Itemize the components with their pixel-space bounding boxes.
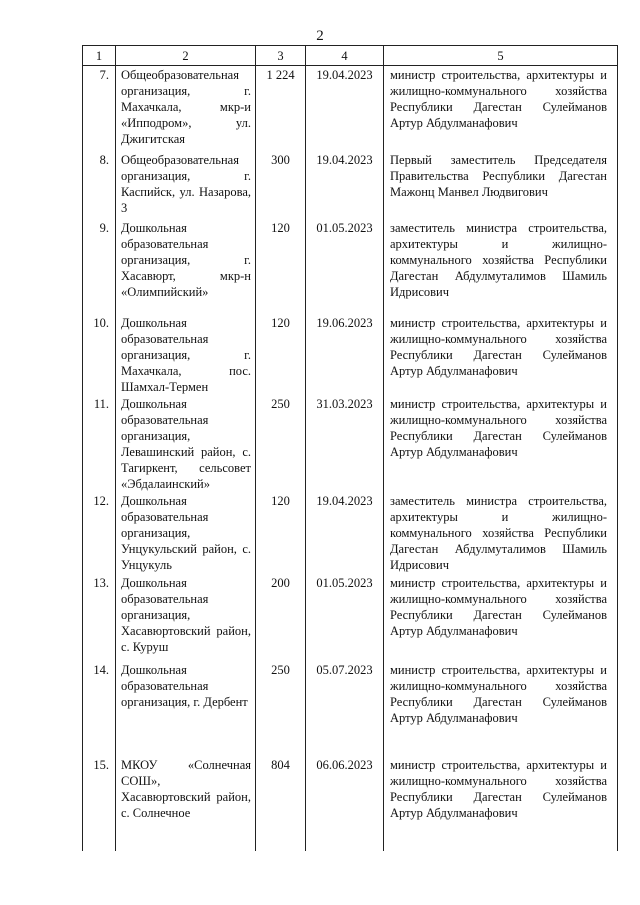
- table-row: [83, 492, 618, 574]
- object-name: Дошкольная образовательная организация, г. Махачкала, пос. Шамхал-Термен: [116, 314, 256, 395]
- row-number: 7.: [83, 66, 116, 151]
- object-name: Общеобразовательная организация, г. Каспийск, ул. Назарова, 3: [116, 151, 256, 219]
- responsible-person: министр строительства, архитектуры и жилищно-коммунального хозяйства Республики Дагестан Сулейманов Артур Абдулманафович: [384, 574, 618, 661]
- page-number: 2: [316, 28, 324, 44]
- deadline-date: 19.04.2023: [306, 66, 384, 151]
- responsible-person: Первый заместитель Председателя Правительства Республики Дагестан Мажонц Манвел Людвигович: [384, 151, 618, 219]
- deadline-date: 19.04.2023: [306, 492, 384, 574]
- deadline-date: 19.06.2023: [306, 314, 384, 395]
- deadline-date: 05.07.2023: [306, 661, 384, 756]
- row-number: 13.: [83, 574, 116, 661]
- column-header: 3: [256, 46, 306, 66]
- column-header: 4: [306, 46, 384, 66]
- capacity-value: 200: [256, 574, 306, 661]
- object-name: Общеобразовательная организация, г. Махачкала, мкр-и «Ипподром», ул. Джигитская: [116, 66, 256, 151]
- deadline-date: 31.03.2023: [306, 395, 384, 492]
- responsible-person: министр строительства, архитектуры и жилищно-коммунального хозяйства Республики Дагестан Сулейманов Артур Абдулманафович: [384, 756, 618, 851]
- deadline-date: 01.05.2023: [306, 219, 384, 314]
- object-name: Дошкольная образовательная организация, г. Хасавюрт, мкр-н «Олимпийский»: [116, 219, 256, 314]
- table-row: [83, 756, 618, 851]
- capacity-value: 120: [256, 492, 306, 574]
- responsible-person: министр строительства, архитектуры и жилищно-коммунального хозяйства Республики Дагестан Сулейманов Артур Абдулманафович: [384, 395, 618, 492]
- capacity-value: 120: [256, 219, 306, 314]
- table-row: [83, 574, 618, 661]
- capacity-value: 1 224: [256, 66, 306, 151]
- capacity-value: 120: [256, 314, 306, 395]
- deadline-date: 06.06.2023: [306, 756, 384, 851]
- deadline-date: 19.04.2023: [306, 151, 384, 219]
- row-number: 11.: [83, 395, 116, 492]
- row-number: 15.: [83, 756, 116, 851]
- row-number: 12.: [83, 492, 116, 574]
- responsible-person: министр строительства, архитектуры и жилищно-коммунального хозяйства Республики Дагестан Сулейманов Артур Абдулманафович: [384, 66, 618, 151]
- row-number: 10.: [83, 314, 116, 395]
- objects-table: [82, 45, 618, 851]
- table-row: [83, 661, 618, 756]
- capacity-value: 804: [256, 756, 306, 851]
- table-row: [83, 219, 618, 314]
- object-name: Дошкольная образовательная организация, Унцукульский район, с. Унцукуль: [116, 492, 256, 574]
- table-row: [83, 66, 618, 151]
- capacity-value: 250: [256, 661, 306, 756]
- column-header: 5: [384, 46, 618, 66]
- deadline-date: 01.05.2023: [306, 574, 384, 661]
- row-number: 8.: [83, 151, 116, 219]
- row-number: 9.: [83, 219, 116, 314]
- row-number: 14.: [83, 661, 116, 756]
- responsible-person: министр строительства, архитектуры и жилищно-коммунального хозяйства Республики Дагестан Сулейманов Артур Абдулманафович: [384, 661, 618, 756]
- object-name: МКОУ «Солнечная СОШ», Хасавюртовский район, с. Солнечное: [116, 756, 256, 851]
- table-row: [83, 314, 618, 395]
- capacity-value: 300: [256, 151, 306, 219]
- table-row: [83, 151, 618, 219]
- column-header: 1: [83, 46, 116, 66]
- responsible-person: заместитель министра строительства, архитектуры и жилищно-коммунального хозяйства Республики Дагестан Абдулмуталимов Шамиль Идрисович: [384, 219, 618, 314]
- responsible-person: заместитель министра строительства, архитектуры и жилищно-коммунального хозяйства Республики Дагестан Абдулмуталимов Шамиль Идрисович: [384, 492, 618, 574]
- capacity-value: 250: [256, 395, 306, 492]
- object-name: Дошкольная образовательная организация, Левашинский район, с. Тагиркент, сельсовет «Эбдалаинский»: [116, 395, 256, 492]
- column-header: 2: [116, 46, 256, 66]
- table-row: [83, 395, 618, 492]
- responsible-person: министр строительства, архитектуры и жилищно-коммунального хозяйства Республики Дагестан Сулейманов Артур Абдулманафович: [384, 314, 618, 395]
- object-name: Дошкольная образовательная организация, Хасавюртовский район, с. Куруш: [116, 574, 256, 661]
- table-header-row: [83, 46, 618, 66]
- object-name: Дошкольная образовательная организация, г. Дербент: [116, 661, 256, 756]
